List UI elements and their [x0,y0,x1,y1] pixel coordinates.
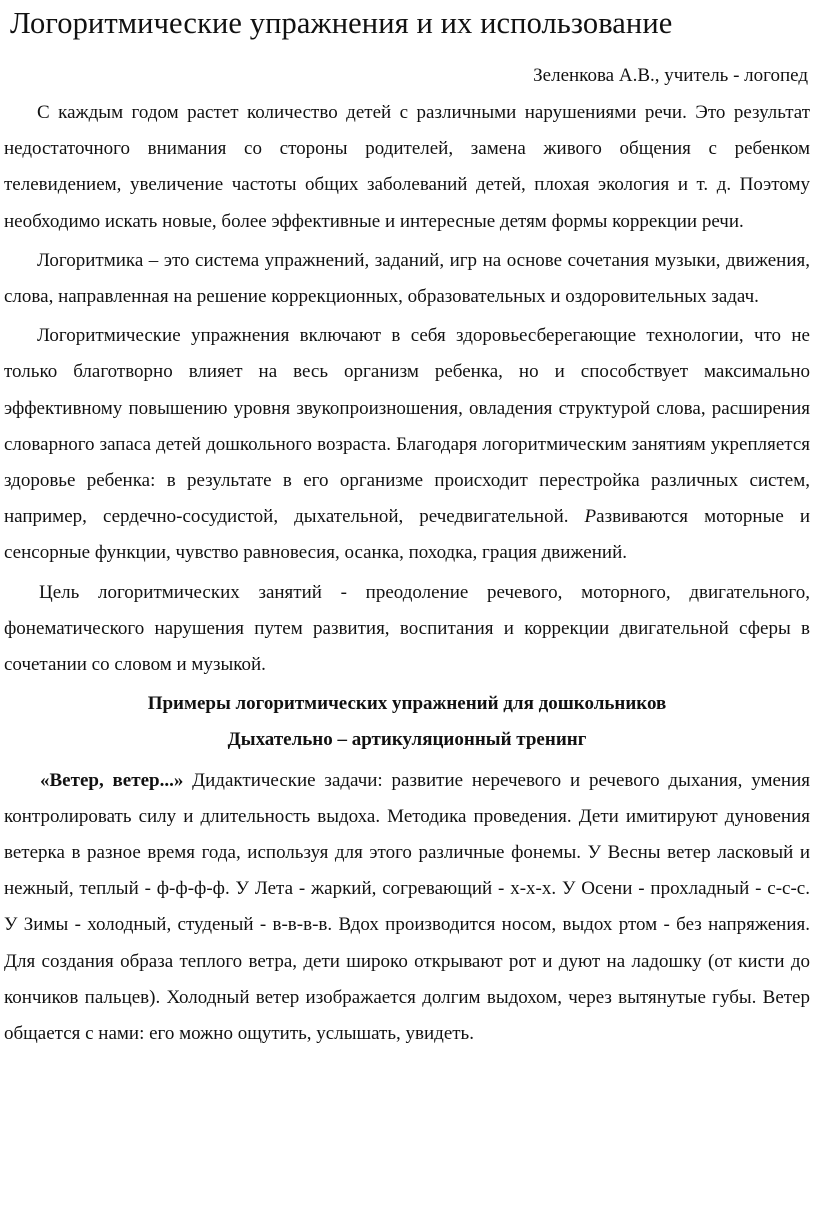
paragraph-benefits-part2: азвиваются моторные и сенсорные функции, чувство равновесия, осанка, походка, грация движений. [4,506,810,564]
paragraph-benefits [4,318,810,571]
heading-training: Дыхательно – артикуляционный тренинг [227,729,587,751]
paragraph-goal: Цель логоритмических занятий - преодоление речевого, моторного, двигательного, фонематического нарушения путем развития, воспитания и коррекции двигательной сферы в сочетании со словом и музыкой. [4,581,810,676]
paragraph-definition: Логоритмика – это система упражнений, заданий, игр на основе сочетания музыки, движения, слова, направленная на решение коррекционных, образовательных и оздоровительных задач. [4,249,810,308]
document-title: Логоритмические упражнения и их использование [10,6,673,40]
paragraph-benefits-part1: Логоритмические упражнения включают в себя здоровьесберегающие технологии, что не только благотворно влияет на весь организм ребенка, но и способствует максимально эффективному повышению уровня звукопроизношения, овладения структурой слова, расширения словарного запаса детей дошкольного возраста. Благодаря логоритмическим занятиям укрепляется здоровье ребенка: в результате в его организме происходит перестройка различных систем, например, сердечно-сосудистой, дыхательной, речедвигательной. [4,325,810,528]
paragraph-intro: С каждым годом растет количество детей с различными нарушениями речи. Это результат недостаточного внимания со стороны родителей, замена живого общения с ребенком телевидением, увеличение частоты общих заболеваний детей, плохая экология и т. д. Поэтому необходимо искать новые, более эффективные и интересные детям формы коррекции речи. [4,102,810,232]
exercise-name: «Ветер, ветер...» [40,769,184,791]
heading-examples: Примеры логоритмических упражнений для дошкольников [147,693,667,715]
exercise-description: Дидактические задачи: развитие неречевого и речевого дыхания, умения контролировать силу и длительность выдоха. Методика проведения. Дети имитируют дуновения ветерка в разное время года, используя для этого различные фонемы. У Весны ветер ласковый и нежный, теплый - ф-ф-ф-ф. У Лета - жаркий, согревающий - х-х-х. У Осени - прохладный - с-с-с. У Зимы - холодный, студеный - в-в-в-в. Вдох производится носом, выдох ртом - без напряжения. Для создания образа теплого ветра, дети широко открывают рот и дуют на ладошку (от кисти до кончиков пальцев). Холодный ветер изображается долгим выдохом, через вытянутые губы. Ветер общается с нами: его можно ощутить, услышать, увидеть. [4,769,810,1045]
paragraph-benefits-italic-letter: Р [584,506,597,528]
author-line: Зеленкова А.В., учитель - логопед [533,65,808,86]
paragraph-wind-exercise [4,763,810,1053]
